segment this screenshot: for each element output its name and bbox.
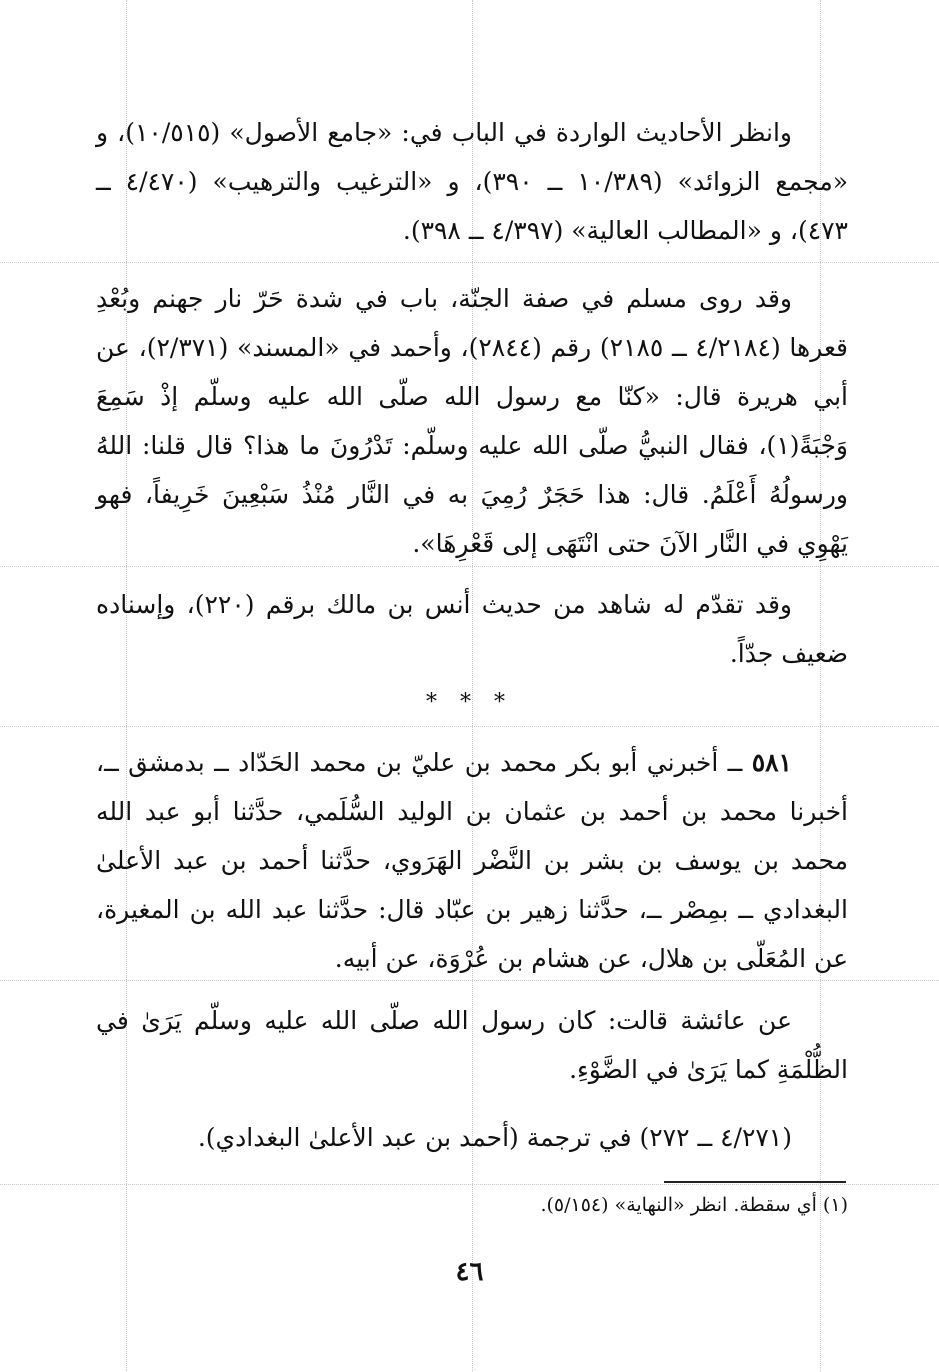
references-text: وانظر الأحاديث الواردة في الباب في: «جامع الأصول» (١٠/٥١٥)، و «مجمع الزوائد» (١٠/٣٨٩ ــ ٣٩٠)، و «الترغيب والترهيب» (٤/٤٧٠ ــ ٤٧٣)، و «المطالب العالية» (٤/٣٩٧ ــ ٣٩٨). xyxy=(96,118,849,245)
muslim-narration-paragraph xyxy=(96,274,848,568)
scan-guide-line xyxy=(0,1184,939,1185)
hadith-isnad xyxy=(96,738,848,983)
witness-paragraph xyxy=(96,580,848,678)
hadith-matn-text: عن عائشة قالت: كان رسول الله صلّى الله عليه وسلّم يَرَىٰ في الظُّلْمَةِ كما يَرَىٰ في الضَّوْءِ. xyxy=(96,1006,848,1084)
references-paragraph xyxy=(96,108,848,255)
section-separator: * * * xyxy=(426,690,513,715)
hadith-matn-paragraph xyxy=(96,996,848,1094)
witness-text: وقد تقدّم له شاهد من حديث أنس بن مالك برقم (٢٢٠)، وإسناده ضعيف جدّاً. xyxy=(96,590,848,668)
hadith-isnad-text: ــ أخبرني أبو بكر محمد بن عليّ بن محمد الحَدّاد ــ بدمشق ــ، أخبرنا محمد بن أحمد بن عثمان بن الوليد السُّلَمي، حدَّثنا أبو عبد الله محمد بن يوسف بن بشر بن النَّضْر الهَرَوي، حدَّثنا أحمد بن عبد الأعلىٰ البغدادي ــ بمِصْر ــ، حدَّثنا زهير بن عبّاد قال: حدَّثنا عبد الله بن المغيرة، عن المُعَلّى بن هلال، عن هشام بن عُرْوَة، عن أبيه. xyxy=(96,748,848,973)
footnote: (١) أي سقطة. انظر «النهاية» (٥/١٥٤). xyxy=(540,1194,848,1216)
page-number: ٤٦ xyxy=(455,1257,484,1287)
scan-guide-line xyxy=(0,726,939,727)
muslim-narration-text: وقد روى مسلم في صفة الجنّة، باب في شدة حَرّ نار جهنم وبُعْدِ قعرها (٤/٢١٨٤ ــ ٢١٨٥) رقم (٢٨٤٤)، وأحمد في «المسند» (٢/٣٧١)، عن أبي هريرة قال: «كنّا مع رسول الله صلّى الله عليه وسلّم إذْ سَمِعَ وَجْبَةً(١)، فقال النبيُّ صلّى الله عليه وسلّم: تَدْرُونَ ما هذا؟ قال قلنا: اللهُ ورسولُهُ أَعْلَمُ. قال: هذا حَجَرٌ رُمِيَ به في النَّار مُنْذُ سَبْعِينَ خَرِيفاً، فهو يَهْوِي في النَّار الآنَ حتى انْتَهَى إلى قَعْرِهَا». xyxy=(96,284,849,558)
hadith-isnad-paragraph xyxy=(96,738,848,983)
scan-guide-line xyxy=(0,262,939,263)
footnote-divider xyxy=(664,1181,846,1183)
hadith-number: ٥٨١ xyxy=(751,748,792,777)
biography-reference: (٤/٢٧١ ــ ٢٧٢) في ترجمة (أحمد بن عبد الأعلىٰ البغدادي). xyxy=(197,1123,792,1152)
